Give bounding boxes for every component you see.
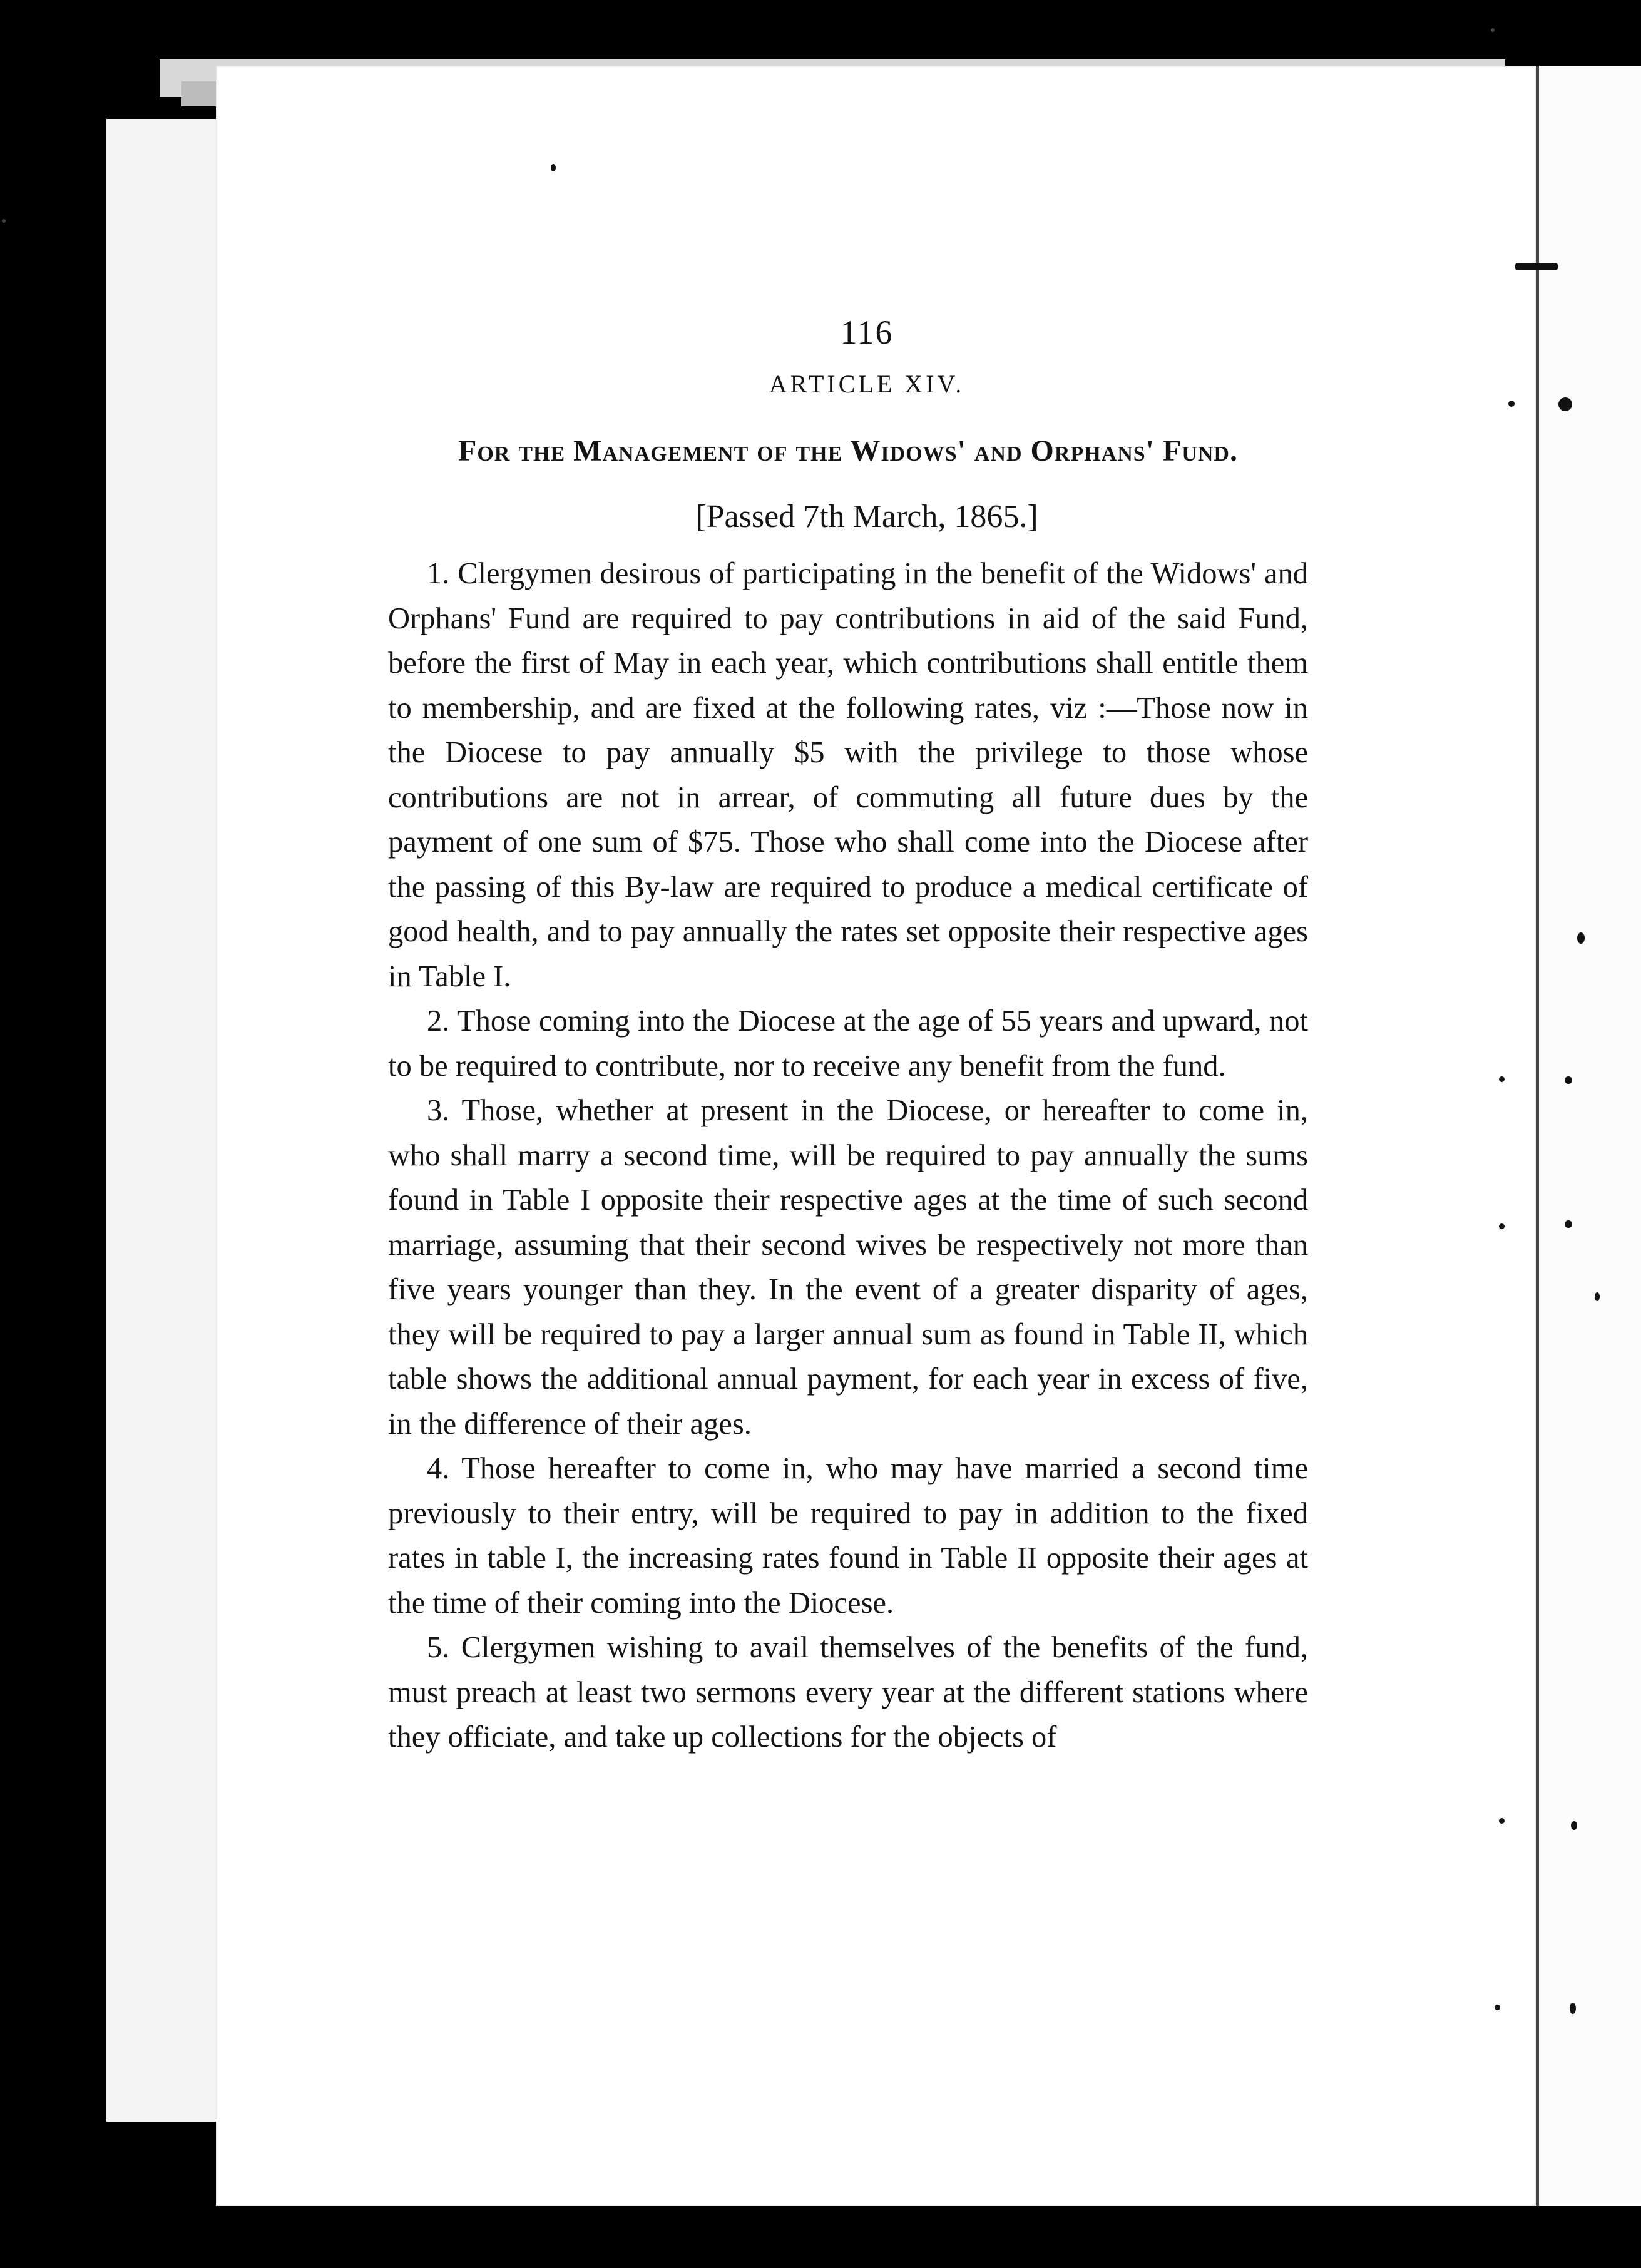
- scan-speck: [1571, 1821, 1577, 1830]
- scan-speck: [1595, 1292, 1600, 1301]
- paragraph-2: 2. Those coming into the Diocese at the age of 55 years and upward, not to be required to contribute, nor to receive any benefit from the fund.: [388, 1004, 1308, 1083]
- paragraph-5: 5. Clergymen wishing to avail themselves of the benefits of the fund, must preach at least two sermons every year at the different stations where they officiate, and take up collections for the objects of: [388, 1631, 1308, 1754]
- scan-speck: [1491, 28, 1495, 32]
- scan-speck: [1558, 397, 1572, 411]
- scan-speck: [1515, 263, 1558, 270]
- scan-speck: [1565, 1220, 1572, 1228]
- scan-speck: [1499, 1223, 1505, 1229]
- paragraph-3: 3. Those, whether at present in the Diocese, or hereafter to come in, who shall marry a second time, will be required to pay annually the sums found in Table I opposite their respective ages at the time of such second marriage, assuming that their second wives be respectively not more than five years younger than they. In the event of a greater disparity of ages, they will be required to pay a larger annual sum as found in Table II, which table shows the additional annual payment, for each year in excess of five, in the difference of their ages.: [388, 1094, 1308, 1441]
- underlying-page-edge: [106, 119, 225, 2122]
- scan-speck: [2, 219, 6, 223]
- paragraph-1: 1. Clergymen desirous of participating in the benefit of the Widows' and Orphans' Fund are required to pay contributions in aid of the said Fund, before the first of May in each year, which contributions shall entitle them to membership, and are fixed at the following rates, viz :—Those now in the Diocese to pay annually $5 with the privilege to those whose contributions are not in arrear, of commuting all future dues by the payment of one sum of $75. Those who shall come into the Diocese after the passing of this By-law are required to produce a medical certificate of good health, and to pay annually the rates set opposite their respective ages in Table I.: [388, 557, 1308, 993]
- passed-date: [Passed 7th March, 1865.]: [695, 499, 1038, 534]
- paragraph-4: 4. Those hereafter to come in, who may have married a second time previously to their entry, will be required to pay in addition to the fixed rates in table I, the increasing rates found in Table II opposite their ages at the time of their coming into the Diocese.: [388, 1452, 1308, 1620]
- scan-speck: [551, 164, 556, 171]
- adjacent-page-edge: [1536, 66, 1641, 2206]
- page-text-block: [388, 313, 1308, 1760]
- scan-speck: [1499, 1818, 1505, 1824]
- page-number: 116: [840, 314, 894, 351]
- scan-speck: [1495, 2005, 1500, 2010]
- scan-speck: [1508, 401, 1515, 407]
- article-title: ARTICLE XIV.: [769, 370, 965, 398]
- scan-speck: [1570, 2003, 1576, 2014]
- section-heading: For the Management of the Widows' and Orphans' Fund.: [458, 434, 1238, 467]
- scan-speck: [1577, 932, 1585, 944]
- scan-speck: [1499, 1076, 1505, 1082]
- scan-speck: [1565, 1076, 1572, 1084]
